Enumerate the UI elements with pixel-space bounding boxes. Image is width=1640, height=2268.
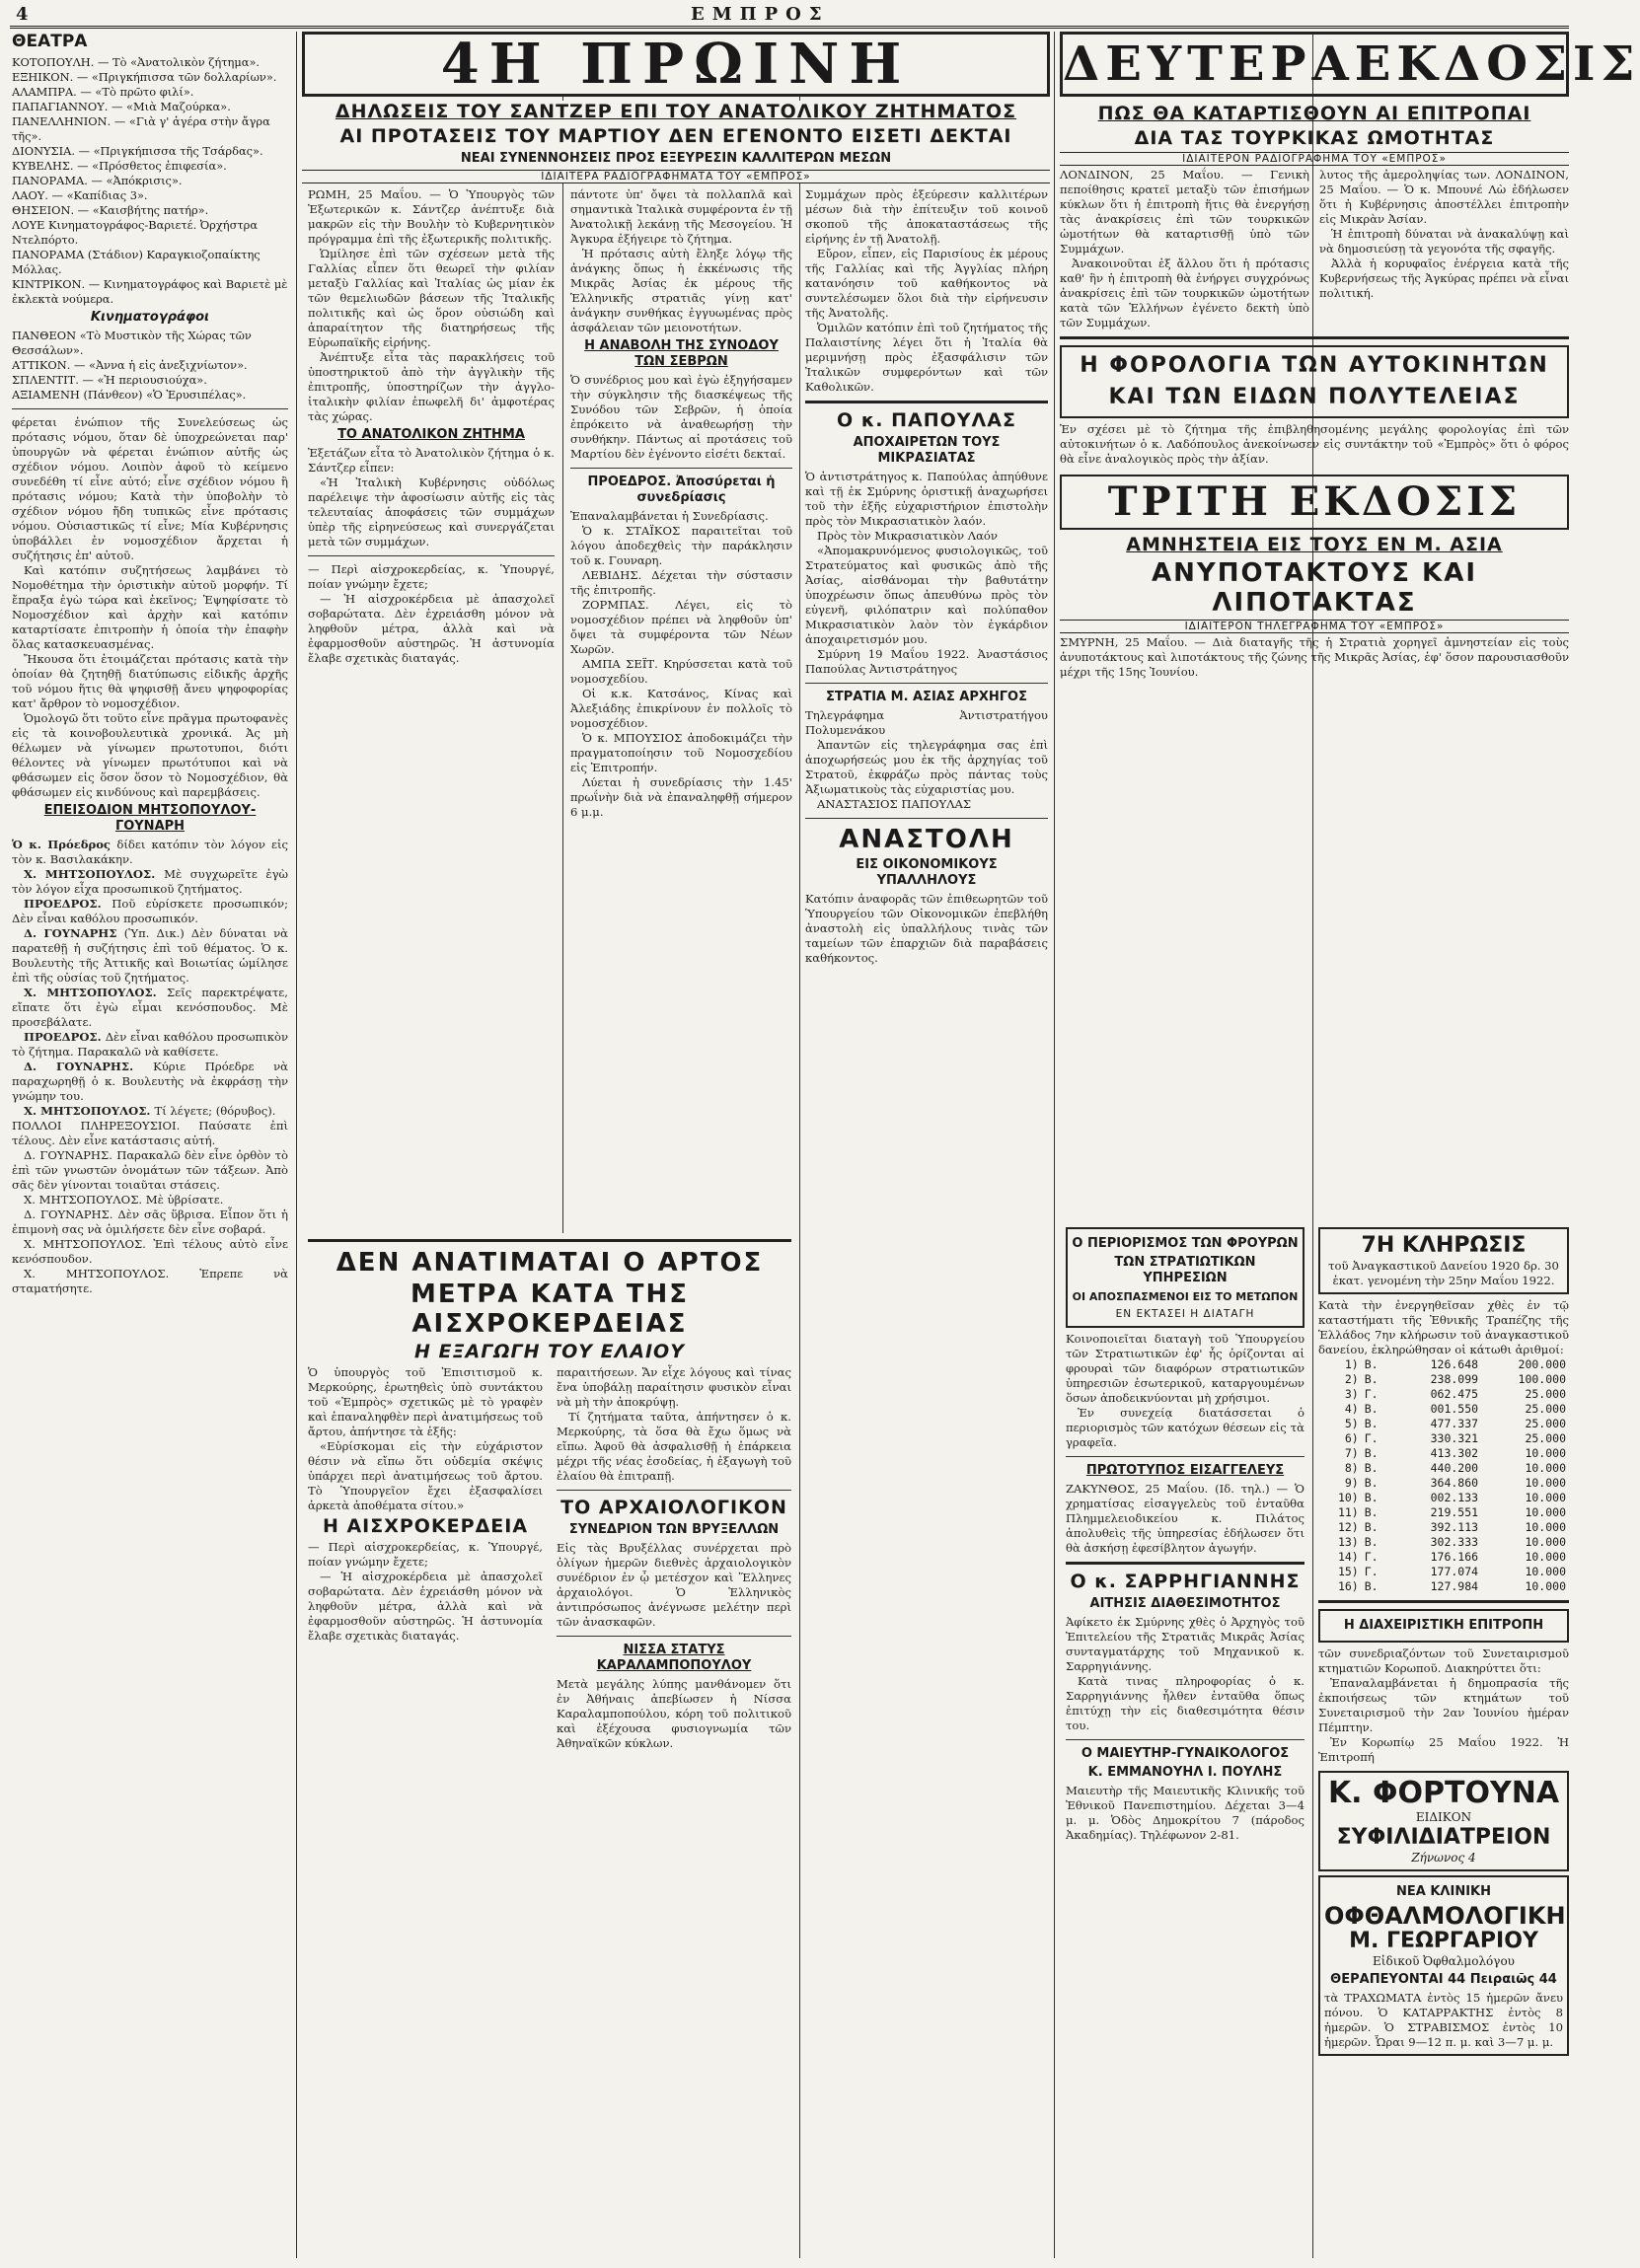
listing-item: ΔΙΟΝΥΣΙΑ. — «Πριγκήπισσα τῆς Τσάρδας». <box>12 144 263 158</box>
headline: ΣΥΝΕΔΡΙΟΝ ΤΩΝ ΒΡΥΞΕΛΛΩΝ <box>568 1522 780 1537</box>
headline: ΕΝ ΕΚΤΑΣΕΙ Η ΔΙΑΤΑΓΗ <box>1115 1308 1255 1320</box>
headline: ΑΙΤΗΣΙΣ ΔΙΑΘΕΣΙΜΟΤΗΤΟΣ <box>1089 1596 1281 1611</box>
paragraph: «Ἡ Ἰταλικὴ Κυβέρνησις οὐδόλως παρέλειψε τὴν ἀφοσίωσιν αὐτῆς εἰς τὰς τελευταίας ἀποφάσεις τῶν συμμάχων ὑπὲρ τῆς εἰρηνεύσεως καὶ συνεργάζεται μετὰ τῶν συμμάχων. <box>308 476 555 549</box>
draw-cell-number: 126.648 <box>1430 1357 1479 1371</box>
draw-cell-no: 10) <box>1337 1491 1359 1504</box>
headline: Ο κ. ΠΑΠΟΥΛΑΣ <box>837 409 1016 431</box>
paragraph: Συμμάχων πρὸς ἐξεύρεσιν καλλιτέρων μέσων διὰ τὴν ἐπίτευξιν τοῦ κοινοῦ σκοποῦ τῆς ἀποκαταστάσεως τῆς εἰρήνης ἐν τῇ Ἀνατολῇ. <box>805 187 1048 246</box>
paragraph: Ἐν σχέσει μὲ τὸ ζήτημα τῆς ἐπιβληθησομένης μεγάλης φορολογίας ἐπὶ τῶν αὐτοκινήτων ὁ κ. Λαδόπουλος ἀνεκοίνωσεν εἰς συντάκτην τοῦ «Ἐμπρὸς» ὅτι ὁ φόρος θὰ εἶνε ἀναλογικὸς πρὸς τὴν ἀξίαν. <box>1060 422 1569 466</box>
dialogue <box>308 562 555 666</box>
paragraph: Σμύρνη 19 Μαΐου 1922. Ἀναστάσιος Παπούλας Ἀντιστράτηγος <box>805 647 1048 676</box>
draw-cell-prize: 25.000 <box>1525 1402 1566 1416</box>
draw-row <box>1318 1550 1569 1565</box>
paragraph: — Ἡ αἰσχροκέρδεια μὲ ἀπασχολεῖ σοβαρώτατα. Δὲν ἐχρειάσθη μόνον νὰ ληφθοῦν μέτρα, ἀλλὰ καὶ νὰ ἐφαρμοσθοῦν αὐστηρῶς. Ἡ ἀστυνομία ἔλαβε σχετικὰς διαταγάς. <box>308 592 555 665</box>
draw-row <box>1318 1402 1569 1417</box>
draw-cell-prize: 25.000 <box>1525 1417 1566 1430</box>
article-body <box>1066 1482 1305 1556</box>
ad-doctor-name: Κ. ΦΟΡΤΟΥΝΑ <box>1327 1776 1560 1810</box>
paragraph: Ὁμιλῶν κατόπιν ἐπὶ τοῦ ζητήματος τῆς Παλαιστίνης λέγει ὅτι ἡ Ἰταλία θὰ μεριμνήσῃ πρὸς ἐξασφάλισιν τῶν Ἰταλικῶν συμφερόντων καὶ τῶν Καθολικῶν. <box>805 321 1048 394</box>
draw-cell-prize: 10.000 <box>1525 1491 1566 1504</box>
article-body <box>557 1677 791 1751</box>
speaker: ΠΡΟΕΔΡΟΣ. <box>24 1030 106 1044</box>
paragraph: ΠΟΛΛΟΙ ΠΛΗΡΕΞΟΥΣΙΟΙ. Παύσατε ἐπὶ τέλους. Δὲν εἶνε κατάστασις αὐτή. <box>12 1119 288 1147</box>
headline: ΑΜΝΗΣΤΕΙΑ ΕΙΣ ΤΟΥΣ ΕΝ Μ. ΑΣΙΑ <box>1126 534 1503 555</box>
listing-item: ΘΗΣΕΙΟΝ. — «Καισβήτης πατήρ». <box>12 203 209 217</box>
draw-row <box>1318 1461 1569 1476</box>
ad-doctor-address: Ζήνωνος 4 <box>1411 1851 1476 1865</box>
byline: ΙΔΙΑΙΤΕΡΑ ΡΑΔΙΟΓΡΑΦΗΜΑΤΑ ΤΟΥ «ΕΜΠΡΟΣ» <box>302 170 1050 183</box>
draw-cell-series: Β. <box>1364 1505 1379 1519</box>
paragraph: Καὶ κατόπιν συζητήσεως λαμβάνει τὸ Νομοθέτημα τὴν ὁριστικὴν αὐτοῦ μορφήν. Τί ἔπραξα ἐγὼ τώρα καὶ ἐκεῖνος; Ἐψηφίσατε τὸ Νομοσχέδιον καὶ ἀρχὴν καὶ κατόπιν καταρτίσατε ἐπιτροπὴν ἡ ὁποία τὴν ἐπαφὴν ὅλας κατασκευασμένας. <box>12 563 288 651</box>
headline: ΟΙ ΑΠΟΣΠΑΣΜΕΝΟΙ ΕΙΣ ΤΟ ΜΕΤΩΠΟΝ <box>1072 1290 1299 1303</box>
draw-cell-series: Γ. <box>1364 1431 1379 1445</box>
draw-cell-series: Β. <box>1364 1417 1379 1430</box>
theatre-listings <box>12 55 288 307</box>
headline: ΝΙΣΣΑ ΣΤΑΤΥΣ ΚΑΡΑΛΑΜΠΟΠΟΥΛΟΥ <box>596 1643 752 1673</box>
article-body <box>557 1365 791 1484</box>
headline: Ο ΜΑΙΕΥΤΗΡ-ΓΥΝΑΙΚΟΛΟΓΟΣ <box>1081 1746 1290 1761</box>
speaker: ΠΡΟΕΔΡΟΣ. <box>24 897 112 911</box>
draw-cell-series: Β. <box>1364 1491 1379 1504</box>
speech: δίδει κατόπιν τὸν λόγον εἰς τὸν κ. Βασιλακάκην. <box>12 838 288 866</box>
draw-cell-prize: 25.000 <box>1525 1431 1566 1445</box>
headline: ΝΕΑΙ ΣΥΝΕΝΝΟΗΣΕΙΣ ΠΡΟΣ ΕΞΕΥΡΕΣΙΝ ΚΑΛΛΙΤΕΡΩΝ ΜΕΣΩΝ <box>460 151 892 166</box>
draw-cell-series: Β. <box>1364 1476 1379 1490</box>
paragraph: Ἐξετάζων εἶτα τὸ Ἀνατολικὸν ζήτημα ὁ κ. Σάντζερ εἶπεν: <box>308 446 555 475</box>
headline: ΑΙ ΠΡΟΤΑΣΕΙΣ ΤΟΥ ΜΑΡΤΙΟΥ ΔΕΝ ΕΓΕΝΟΝΤΟ ΕΙΣΕΤΙ ΔΕΚΤΑΙ <box>339 125 1012 147</box>
paragraph: Κατὰ τινας πληροφορίας ὁ κ. Σαρρηγιάννης ἦλθεν ἐνταῦθα ὅπως ἐπιτύχῃ τὴν εἰς διαθεσιμότητα θέσιν του. <box>1066 1674 1305 1732</box>
paragraph: Δ. ΓΟΥΝΑΡΗΣ. Παρακαλῶ δὲν εἶνε ὀρθὸν τὸ ἐπὶ τῶν γνωστῶν ὀνομάτων τῶν τάξεων. Ἀπὸ σᾶς δὲν γίνονται τοιαῦται στάσεις. <box>12 1148 288 1192</box>
paragraph: — Ἡ αἰσχροκέρδεια μὲ ἀπασχολεῖ σοβαρώτατα. Δὲν ἐχρειάσθη μόνον νὰ ληφθοῦν μέτρα, ἀλλὰ καὶ νὰ ἐφαρμοσθοῦν αὐστηρῶς. Ἡ ἀστυνομία ἔλαβε σχετικὰς διαταγάς. <box>308 1570 543 1643</box>
article-body <box>1060 168 1309 330</box>
draw-cell-no: 2) <box>1344 1372 1359 1386</box>
draw-cell-no: 12) <box>1337 1520 1359 1534</box>
draw-cell-no: 14) <box>1337 1550 1359 1564</box>
draw-cell-prize: 10.000 <box>1525 1476 1566 1490</box>
paragraph: φέρεται ἐνώπιον τῆς Συνελεύσεως ὡς πρότασις νόμου, ὅταν δὲ ὑποχρεώνεται παρ' ὑπουργῶν νὰ φέρεται ἐνώπιον αὐτῆς ὡς σχέδιον νόμου. Λοιπὸν ἀφοῦ τὸ κείμενο συνεδέθη τί εἶνε αὐτό; εἶνε σχέδιον νόμου ἢ πρότασις νόμου; Κατὰ τὴν ὑποβολὴν τὸ σχέδιον νόμου ἤδη τυπικῶς εἶνε πρότασις νόμου. Οὐσιαστικῶς τί εἶνε; Μία Κυβέρνησις ὑποβάλλει ἐν νομοσχέδιον ἄρχεται ἡ συζήτησις ἐπ' αὐτοῦ. <box>12 415 288 562</box>
speaker: Δ. ΓΟΥΝΑΡΗΣ <box>24 926 124 940</box>
article-body <box>308 1365 543 1513</box>
draw-cell-prize: 10.000 <box>1525 1505 1566 1519</box>
paragraph: ΛΟΝΔΙΝΟΝ, 25 Μαΐου. — Γενικὴ πεποίθησις κρατεῖ μεταξὺ τῶν ἐπισήμων κύκλων ὅτι ἡ ἐπιτροπὴ ἥτις θὰ ἐνεργήσῃ τὰς ἀνακρίσεις ἐπὶ τῶν τουρκικῶν ὠμοτήτων θὰ καταρτισθῇ ὑπὸ τῶν Συμμάχων. <box>1060 168 1309 256</box>
byline: ΙΔΙΑΙΤΕΡΟΝ ΡΑΔΙΟΓΡΑΦΗΜΑ ΤΟΥ «ΕΜΠΡΟΣ» <box>1060 152 1569 166</box>
paragraph: «Ἀπομακρυνόμενος φυσιολογικῶς, τοῦ Στρατεύματος καὶ φυσικῶς ἀπὸ τῆς Ἀσίας, αἰσθάνομαι τὴν βαθυτάτην ὑποχρέωσιν ὅπως ἀπευθύνω πρὸς τὸν εὐγενῆ, φιλόπατριν καὶ πολύπαθον Μικρασιατικὸν λαὸν τὸν ἐγκάρδιον ἀποχαιρετισμόν μου. <box>805 544 1048 646</box>
listing-item: ΠΑΝΟΡΑΜΑ (Στάδιον) Καραγκιοζοπαίκτης Μόλλας. <box>12 248 261 276</box>
ad-clinic-sub: Εἰδικοῦ Ὀφθαλμολόγου <box>1373 1954 1515 1968</box>
draw-cell-no: 9) <box>1344 1476 1359 1490</box>
draw-cell-number: 062.475 <box>1430 1387 1479 1401</box>
paragraph: Ἡ πρότασις αὐτὴ ἔληξε λόγῳ τῆς ἀνάγκης ὅπως ἡ ἐκκένωσις τῆς Μικρᾶς Ἀσίας ἐκ μέρους τῆς Ἑλληνικῆς στρατιᾶς γίνῃ κατ' ἀνάγκην συνθήκας ἐγγυωμένας πρὸς ἀσφάλειαν τῶν μειονοτήτων. <box>570 247 792 334</box>
paragraph: Χ. ΜΗΤΣΟΠΟΥΛΟΣ. Ἐπρεπε νὰ σταματήσητε. <box>12 1267 288 1295</box>
draw-cell-number: 302.333 <box>1430 1535 1479 1549</box>
headline: ΚΑΙ ΤΩΝ ΕΙΔΩΝ ΠΟΛΥΤΕΛΕΙΑΣ <box>1108 385 1521 409</box>
draw-cell-prize: 100.000 <box>1518 1372 1566 1386</box>
draw-cell-number: 001.550 <box>1430 1402 1479 1416</box>
dialogue-line <box>12 838 288 867</box>
draw-cell-number: 364.860 <box>1430 1476 1479 1490</box>
draw-row <box>1318 1417 1569 1431</box>
paragraph: ΖΑΚΥΝΘΟΣ, 25 Μαΐου. (Ιδ. τηλ.) — Ὁ χρηματίσας εἰσαγγελεὺς τοῦ ἐνταῦθα Πλημμελειοδικείου κ. Πιλάτος ἀπολυθεὶς τῆς ὑπηρεσίας ἐδήλωσεν ὅτι θὰ ἀσκήσῃ ἐφεσίβλητον ἀγωγήν. <box>1066 1482 1305 1555</box>
paragraph: Τί ζητήματα ταῦτα, ἀπήντησεν ὁ κ. Μερκούρης, τὰ ὅσα θὰ ἔχω ὅμως νὰ εἴπω. Ἀφοῦ θὰ ἀσφαλισθῇ ἡ ἐπάρκεια μέχρι τῆς νέας ἐσοδείας, ἡ ἐξαγωγὴ τοῦ ἐλαίου θὰ ἐπιτραπῇ. <box>557 1410 791 1483</box>
draw-cell-prize: 10.000 <box>1525 1550 1566 1564</box>
listing-item: ΠΑΝΘΕΟΝ «Τὸ Μυστικὸν τῆς Χώρας τῶν Θεσσάλων». <box>12 329 252 357</box>
listing-item: ΠΑΠΑΓΙΑΝΝΟΥ. — «Μιὰ Μαζούρκα». <box>12 100 231 113</box>
draw-cell-series: Β. <box>1364 1446 1379 1460</box>
draw-cell-number: 219.551 <box>1430 1505 1479 1519</box>
draw-cell-series: Β. <box>1364 1357 1379 1371</box>
paragraph: Μαιευτὴρ τῆς Μαιευτικῆς Κλινικῆς τοῦ Ἐθνικοῦ Πανεπιστημίου. Δέχεται 3—4 μ. μ. Ὁδὸς Δημοκρίτου 7 (πάροδος Ἀκαδημίας). Τηλέφωνον 2-81. <box>1066 1784 1305 1842</box>
draw-row <box>1318 1431 1569 1446</box>
paragraph: — Περὶ αἰσχροκερδείας, κ. Ὑπουργέ, ποίαν γνώμην ἔχετε; <box>308 562 555 591</box>
draw-cell-no: 4) <box>1344 1402 1359 1416</box>
subhead: Η ΑΙΣΧΡΟΚΕΡΔΕΙΑ <box>322 1515 529 1537</box>
draw-cell-series: Γ. <box>1364 1565 1379 1578</box>
draw-cell-number: 440.200 <box>1430 1461 1479 1475</box>
headline: Η ΦΟΡΟΛΟΓΙΑ ΤΩΝ ΑΥΤΟΚΙΝΗΤΩΝ <box>1080 353 1549 378</box>
masthead <box>10 4 1569 29</box>
draw-cell-number: 002.133 <box>1430 1491 1479 1504</box>
headline: Κ. ΕΜΜΑΝΟΥΗΛ Ι. ΠΟΥΛΗΣ <box>1087 1765 1283 1780</box>
paper-name: ΕΜΠΡΟΣ <box>691 4 830 25</box>
draw-row <box>1318 1535 1569 1550</box>
draw-row <box>1318 1491 1569 1505</box>
speech: Δὲν εἶναι καθόλου προσωπικὸν τὸ ζήτημα. Παρακαλῶ νὰ καθίσετε. <box>12 1030 288 1059</box>
paragraph: — Περὶ αἰσχροκερδείας, κ. Ὑπουργέ, ποίαν γνώμην ἔχετε; <box>308 1540 543 1569</box>
speaker: Ὁ κ. Πρόεδρος <box>12 838 117 851</box>
speech: Κύριε Πρόεδρε νὰ παραχωρηθῇ ὁ κ. Βουλευτὴς νὰ ἐκφράσῃ τὴν γνώμην του. <box>12 1060 288 1103</box>
paragraph: Οἱ κ.κ. Κατσάνος, Κίνας καὶ Ἀλεξιάδης ἐπικρίνουν ἐν πολλοῖς τὸ νομοσχέδιον. <box>570 687 792 730</box>
headline: ΠΩΣ ΘΑ ΚΑΤΑΡΤΙΣΘΟΥΝ ΑΙ ΕΠΙΤΡΟΠΑΙ <box>1097 103 1531 124</box>
paragraph: Τηλεγράφημα Ἀντιστρατήγου Πολυμενάκου <box>805 708 1048 737</box>
draw-cell-prize: 10.000 <box>1525 1535 1566 1549</box>
article-body <box>557 1541 791 1630</box>
paragraph: Χ. ΜΗΤΣΟΠΟΥΛΟΣ. Μὲ ὑβρίσατε. <box>24 1193 224 1207</box>
draw-cell-no: 7) <box>1344 1446 1359 1460</box>
article-body <box>308 446 555 549</box>
paragraph: Ἡ ἐπιτροπὴ δύναται νὰ ἀνακαλύψῃ καὶ νὰ δημοσιεύσῃ τὰ γεγονότα τῆς σφαγῆς. <box>1319 227 1569 256</box>
speech: (Ὑπ. Δικ.) Δὲν δύναται νὰ παρατεθῇ ἡ συζήτησις ἐπὶ τοῦ θέματος. Ὁ κ. Βουλευτὴς τῆς Ἀττικῆς καὶ Βοιωτίας ὡμίλησε ἐπὶ τῆς οὐσίας τοῦ ζητήματος. <box>12 926 288 985</box>
article-body <box>12 415 288 800</box>
headline: ΤΩΝ ΣΤΡΑΤΙΩΤΙΚΩΝ ΥΠΗΡΕΣΙΩΝ <box>1114 1255 1256 1285</box>
paragraph: ΡΩΜΗ, 25 Μαΐου. — Ὁ Ὑπουργὸς τῶν Ἐξωτερικῶν κ. Σάντζερ ἀνέπτυξε διὰ μακρῶν εἰς τὴν Βουλὴν τὸ Κυβερνητικὸν πρόγραμμα ἐπὶ τῆς ἐξωτερικῆς πολιτικῆς. <box>308 187 555 246</box>
headline: ΑΠΟΧΑΙΡΕΤΩΝ ΤΟΥΣ ΜΙΚΡΑΣΙΑΤΑΣ <box>853 435 1001 466</box>
article-body <box>1066 1784 1305 1843</box>
draw-row <box>1318 1476 1569 1491</box>
draw-cell-series: Β. <box>1364 1372 1379 1386</box>
paragraph: Ἐν συνεχείᾳ διατάσσεται ὁ περιορισμὸς τῶν κατόχων θέσεων εἰς τὰ γραφεῖα. <box>1066 1406 1305 1449</box>
paragraph: Χ. ΜΗΤΣΟΠΟΥΛΟΣ. Ἐπὶ τέλους αὐτὸ εἶνε κενόσπουδον. <box>12 1237 288 1266</box>
paragraph: Κατόπιν ἀναφορᾶς τῶν ἐπιθεωρητῶν τοῦ Ὑπουργείου τῶν Οἰκονομικῶν ἐπεβλήθη ἀναστολὴ εἰς ὑπαλλήλους τινὰς τῶν ταμείων τῶν ἐπαρχιῶν διὰ παραβάσεις καθήκοντος. <box>805 892 1048 965</box>
draw-cell-number: 127.984 <box>1430 1579 1479 1593</box>
headline: ΣΤΡΑΤΙΑ Μ. ΑΣΙΑΣ ΑΡΧΗΓΟΣ <box>826 690 1027 704</box>
draw-cell-number: 177.074 <box>1430 1565 1479 1578</box>
draw-row <box>1318 1357 1569 1372</box>
paragraph: Δ. ΓΟΥΝΑΡΗΣ. Δὲν σᾶς ὕβρισα. Εἶπον ὅτι ἡ ἐπιμονὴ σας νὰ ὁμιλήσετε δὲν εἶνε σοβαρά. <box>12 1207 288 1236</box>
draw-cell-no: 15) <box>1337 1565 1359 1578</box>
draw-cell-no: 16) <box>1337 1579 1359 1593</box>
draw-cell-number: 477.337 <box>1430 1417 1479 1430</box>
draw-cell-no: 8) <box>1344 1461 1359 1475</box>
draw-intro: Κατὰ τὴν ἐνεργηθεῖσαν χθὲς ἐν τῷ καταστήματι τῆς Ἐθνικῆς Τραπέζης τῆς Ἑλλάδος 7ην κλήρωσιν τοῦ ἀναγκαστικοῦ δανείου, ἐκληρώθησαν οἱ κάτωθι ἀριθμοί: <box>1318 1298 1569 1356</box>
headline: ΔΗΛΩΣΕΙΣ ΤΟΥ ΣΑΝΤΖΕΡ ΕΠΙ ΤΟΥ ΑΝΑΤΟΛΙΚΟΥ ΖΗΤΗΜΑΤΟΣ <box>335 101 1017 122</box>
draw-cell-no: 3) <box>1344 1387 1359 1401</box>
listing-item: ΠΑΝΕΛΛΗΝΙΟΝ. — «Γιὰ γ' ἀγέρα στὴν ἄγρα τῆς». <box>12 114 270 143</box>
draw-cell-series: Γ. <box>1364 1550 1379 1564</box>
headline: ΑΝΥΠΟΤΑΚΤΟΥΣ ΚΑΙ ΛΙΠΟΤΑΚΤΑΣ <box>1152 558 1477 618</box>
paragraph: Ἀνακοινοῦται ἐξ ἄλλου ὅτι ἡ πρότασις καθ' ἣν ἡ ἐπιτροπὴ θὰ ἐνήργει συγχρόνως ἀνακρίσεις ἐπὶ τῶν τουρκικῶν ὠμοτήτων κατὰ τῶν Ἑλλήνων ἐγένετο δεκτὴ ὑπὸ τῶν Συμμάχων. <box>1060 256 1309 329</box>
speech: Μὲ συγχωρεῖτε ἐγὼ τὸν λόγον εἶχα προσωπικοῦ ζητήματος. <box>12 867 288 896</box>
draw-cell-prize: 10.000 <box>1525 1520 1566 1534</box>
paragraph: τῶν συνεδριαζόντων τοῦ Συνεταιρισμοῦ κτηματιῶν Κορωποῦ. Διακηρύττει ὅτι: <box>1318 1646 1569 1675</box>
article-body <box>1060 635 1569 680</box>
headline: Ο ΠΕΡΙΟΡΙΣΜΟΣ ΤΩΝ ΦΡΟΥΡΩΝ <box>1072 1236 1299 1251</box>
draw-cell-series: Γ. <box>1364 1387 1379 1401</box>
listing-item: ΚΥΒΕΛΗΣ. — «Πρόσθετος ἐπιφεσία». <box>12 159 227 173</box>
article-body <box>805 708 1048 812</box>
headline: ΤΟ ΑΡΧΑΙΟΛΟΓΙΚΟΝ <box>560 1497 787 1518</box>
article-body <box>570 187 792 335</box>
draw-row <box>1318 1446 1569 1461</box>
paragraph: Ὁ συνέδριος μου καὶ ἐγὼ ἐξηγήσαμεν τὴν σύγκλησιν τῆς διασκέψεως τῆς Συνόδου τῶν Σεβρῶν, ἡ ὁποία ἐπρόκειτο νὰ ἀναθεωρήσῃ τὴν συνθήκην. Πάντως αἱ προτάσεις τοῦ Μαρτίου δὲν ἐγένοντο εἰσέτι δεκταί. <box>570 373 792 461</box>
draw-cell-prize: 10.000 <box>1525 1461 1566 1475</box>
paragraph: πάντοτε ὑπ' ὄψει τὰ πολλαπλᾶ καὶ σημαντικὰ Ἰταλικὰ συμφέροντα ἐν τῇ Ἀνατολικῇ λεκάνῃ τῆς Μεσογείου. Ἡ Ἀγκυρα ἐξήγειρε τὸ ζήτημα. <box>570 187 792 246</box>
draw-cell-series: Β. <box>1364 1579 1379 1593</box>
speaker: Δ. ΓΟΥΝΑΡΗΣ. <box>24 1060 154 1073</box>
draw-row <box>1318 1372 1569 1387</box>
headline: ΕΙΣ ΟΙΚΟΝΟΜΙΚΟΥΣ ΥΠΑΛΛΗΛΟΥΣ <box>856 857 998 888</box>
draw-cell-no: 5) <box>1344 1417 1359 1430</box>
article-body <box>805 187 1048 395</box>
speech: Σεῖς παρεκτρέψατε, εἴπατε ὅτι ἐγὼ εἶμαι κενόσπουδος. Μὲ προσεβάλατε. <box>12 986 288 1029</box>
column-theatres <box>12 32 288 2258</box>
draw-cell-no: 11) <box>1337 1505 1359 1519</box>
listing-item: ΛΟΥΕ Κινηματογράφος-Βαριετέ. Ὀρχήστρα Ντελπόρτο. <box>12 218 259 247</box>
draw-cell-no: 1) <box>1344 1357 1359 1371</box>
dialogue-line <box>12 926 288 986</box>
subhead: Η ΑΝΑΒΟΛΗ ΤΗΣ ΣΥΝΟΔΟΥ ΤΩΝ ΣΕΒΡΩΝ <box>584 338 779 369</box>
headline: ΠΡΩΤΟΤΥΠΟΣ ΕΙΣΑΓΓΕΛΕΥΣ <box>1085 1463 1285 1478</box>
listing-item: ΑΤΤΙΚΟΝ. — «Ἀννα ἡ εἰς ἀνεξιχνίωτον». <box>12 358 248 372</box>
headline: ΑΝΑΣΤΟΛΗ <box>839 825 1014 854</box>
speech: Ποῦ εὑρίσκετε προσωπικόν; Δὲν εἶναι καθόλου προσωπικόν. <box>12 897 288 925</box>
paragraph: «Εὑρίσκομαι εἰς τὴν εὐχάριστον θέσιν νὰ εἴπω ὅτι οὐδεμία σκέψις ὑπάρχει περὶ ἀνατιμήσεως τοῦ ἄρτου. Τὸ Ὑπουργεῖον ἔχει ἐξασφαλίσει ἀρκετὰ ἀποθέματα σίτου.» <box>308 1439 543 1512</box>
draw-cell-series: Β. <box>1364 1402 1379 1416</box>
dialogue-line <box>12 986 288 1030</box>
paragraph: Ὁ ὑπουργὸς τοῦ Ἐπισιτισμοῦ κ. Μερκούρης, ἐρωτηθεὶς ὑπὸ συντάκτου τοῦ «Ἐμπρὸς» σχετικῶς μὲ τὸ γραφὲν καὶ ἐπαναληφθὲν περὶ ἀνατιμήσεως τοῦ ἄρτου, ἀπήντησε τὰ ἑξῆς: <box>308 1365 543 1438</box>
headline: ΔΕΝ ΑΝΑΤΙΜΑΤΑΙ Ο ΑΡΤΟΣ <box>335 1248 764 1278</box>
listing-item: ΠΑΝΟΡΑΜΑ. — «Ἀπόκρισις». <box>12 174 183 187</box>
bread-article <box>308 1233 791 2258</box>
draw-cell-series: Β. <box>1364 1520 1379 1534</box>
cinema-title: Κινηματογράφοι <box>90 310 210 325</box>
paragraph: Εἰς τὰς Βρυξέλλας συνέρχεται πρὸ ὀλίγων ἡμερῶν διεθνὲς ἀρχαιολογικὸν συνέδριον ἐν ᾧ μετέσχον καὶ Ἕλληνες ἀρχαιολόγοι. Ὁ Ἑλληνικὸς ἀντιπρόσωπος ἀνέγνωσε μελέτην περὶ τῶν ἀνασκαφῶν. <box>557 1541 791 1629</box>
draw-cell-prize: 25.000 <box>1525 1387 1566 1401</box>
paragraph: Λύεται ἡ συνεδρίασις τὴν 1.45' πρωΐνὴν διὰ νὰ ἐπαναληφθῇ σήμερον 6 μ.μ. <box>570 775 792 819</box>
paragraph: ΛΕΒΙΔΗΣ. Δέχεται τὴν σύστασιν τῆς ἐπιτροπῆς. <box>570 568 792 597</box>
paragraph: Ἀπαντῶν εἰς τηλεγράφημα σας ἐπὶ ἀποχωρήσεώς μου ἐκ τῆς ἀρχηγίας τοῦ Στρατοῦ, ἐκφράζω πρὸς πάντας τοὺς Ἀξιωματικοὺς τὰς εὐχαριστίας μου. <box>805 738 1048 796</box>
article-body <box>805 892 1048 966</box>
article-body <box>1060 422 1569 467</box>
headline: ΜΕΤΡΑ ΚΑΤΑ ΤΗΣ ΑΙΣΧΡΟΚΕΡΔΕΙΑΣ <box>410 1280 690 1339</box>
draw-cell-number: 413.302 <box>1430 1446 1479 1460</box>
speaker: Χ. ΜΗΤΣΟΠΟΥΛΟΣ. <box>24 867 165 881</box>
listing-item: ΣΠΛΕΝΤΙΤ. — «Ἡ περιουσιούχα». <box>12 373 207 387</box>
article-body <box>570 373 792 462</box>
section-title: ΘΕΑΤΡΑ <box>12 32 88 51</box>
article-body <box>1066 1332 1305 1450</box>
dialogue <box>570 509 792 820</box>
headline: Ο κ. ΣΑΡΡΗΓΙΑΝΝΗΣ <box>1070 1571 1301 1592</box>
ad-clinic-text: τὰ ΤΡΑΧΩΜΑΤΑ ἐντὸς 15 ἡμερῶν ἄνευ πόνου. Ὁ ΚΑΤΑΡΡΑΚΤΗΣ ἐντὸς 8 ἡμερῶν. Ὁ ΣΤΡΑΒΙΣΜΟΣ ἐντὸς 10 ἡμερῶν. Ὧραι 9—12 π. μ. καὶ 3—7 μ. μ. <box>1324 1991 1563 2049</box>
ad-clinic-title: ΟΦΘΑΛΜΟΛΟΓΙΚΗ <box>1324 1902 1566 1930</box>
dialogue-line <box>12 1060 288 1104</box>
subhead: ΠΡΟΕΔΡΟΣ. Ἀποσύρεται ἡ συνεδρίασις <box>587 475 776 505</box>
draw-cell-no: 6) <box>1344 1431 1359 1445</box>
subhead: ΕΠΕΙΣΟΔΙΟΝ ΜΗΤΣΟΠΟΥΛΟΥ-ΓΟΥΝΑΡΗ <box>43 803 257 834</box>
paragraph: Πρὸς τὸν Μικρασιατικὸν Λαόν <box>817 529 998 543</box>
ad-clinic-address: ΘΕΡΑΠΕΥΟΝΤΑΙ 44 Πειραιῶς 44 <box>1330 1972 1557 1987</box>
draw-cell-number: 392.113 <box>1430 1520 1479 1534</box>
speaker: Χ. ΜΗΤΣΟΠΟΥΛΟΣ. <box>24 986 168 999</box>
listing-item: ΕΞΗΙΚΟΝ. — «Πριγκήπισσα τῶν δολλαρίων». <box>12 70 277 84</box>
article-body <box>308 1540 543 1644</box>
paragraph: Ὁμολογῶ ὅτι τοῦτο εἶνε πρᾶγμα πρωτοφανὲς εἰς τὰ κοινοβουλευτικὰ χρονικά. Ἀς μὴ θέλωμεν νὰ γίνωμεν πρωτοτυποι, διότι θέλοντες νὰ γίνωμεν πρωτότυποι καὶ νὰ φθάσωμεν εἰς ὅσον ὅσον τὸ Νομοσχέδιον, θὰ φθάσωμεν εἰς κινδύνους καὶ παρεμβάσεις. <box>12 711 288 799</box>
draw-title: 7Η ΚΛΗΡΩΣΙΣ <box>1361 1233 1527 1258</box>
draw-cell-prize: 10.000 <box>1525 1579 1566 1593</box>
listing-item: ΑΞΙΑΜΕΝΗ (Πάνθεον) «Ὁ Ἐρυσιπέλας». <box>12 388 247 402</box>
paragraph: Κοινοποιεῖται διαταγὴ τοῦ Ὑπουργείου τῶν Στρατιωτικῶν ἐφ' ἧς ὁρίζονται αἱ φρουραὶ τῶν διαφόρων στρατιωτικῶν ὑπηρεσιῶν ἐσωτερικοῦ, καταργουμένων ὅσων ἀποδεικνύονται μὴ χρήσιμοι. <box>1066 1332 1305 1405</box>
byline: ΙΔΙΑΙΤΕΡΟΝ ΤΗΛΕΓΡΑΦΗΜΑ ΤΟΥ «ΕΜΠΡΟΣ» <box>1060 620 1569 633</box>
right-col-b <box>1318 1223 1569 2258</box>
dialogue-line <box>12 897 288 926</box>
paragraph: Ὁ ἀντιστράτηγος κ. Παπούλας ἀπηύθυνε καὶ τῇ ἐκ Σμύρνης ὁριστικῇ ἀναχωρήσει τοῦ τὴν ἑξῆς εὐχαριστήριον ἐπιστολὴν πρὸς τὸν Μικρασιατικὸν λαόν. <box>805 470 1048 528</box>
paragraph: ΑΜΠΑ ΣΕΪΤ. Κηρύσσεται κατὰ τοῦ νομοσχεδίου. <box>570 657 792 686</box>
draw-cell-prize: 10.000 <box>1525 1565 1566 1578</box>
draw-table <box>1318 1357 1569 1594</box>
article-body <box>1319 168 1569 330</box>
paragraph: παραιτήσεων. Ἄν εἶχε λόγους καὶ τίνας ἔνα ὑποβάλῃ παραίτησιν φυσικὸν εἶναι νὰ μὴ τὴν ἀποκρύψῃ. <box>557 1365 791 1409</box>
draw-row <box>1318 1579 1569 1594</box>
draw-cell-number: 176.166 <box>1430 1550 1479 1564</box>
dialogue-line <box>12 867 288 897</box>
paragraph: Εὔρον, εἶπεν, εἰς Παρισίους ἐκ μέρους τῆς Γαλλίας καὶ τῆς Ἀγγλίας πλήρη κατανόησιν τοῦ καθήκοντος νὰ συντελέσωμεν ὅλοι διὰ τὴν εἰρήνευσιν τῆς Ἀνατολῆς. <box>805 247 1048 320</box>
listing-item: ΚΟΤΟΠΟΥΛΗ. — Τὸ «Ἀνατολικὸν ζήτημα». <box>12 55 261 69</box>
article-body <box>805 470 1048 677</box>
paragraph: Ἤκουσα ὅτι ἐτοιμάζεται πρότασις κατὰ τὴν ὁποίαν θὰ ζητηθῇ διατύπωσις εἰδικῆς ἀρχῆς τοῦ νόμου ἥτις θὰ ψηφισθῇ ἄνευ ψηφοφορίας κατ' ἄρθρον τὸ νομοσχέδιον. <box>12 652 288 710</box>
draw-cell-prize: 10.000 <box>1525 1446 1566 1460</box>
draw-row <box>1318 1565 1569 1579</box>
paragraph: Ἐπαναλαμβάνεται ἡ δημοπρασία τῆς ἐκποιήσεως τῶν κτημάτων τοῦ Συνεταιρισμοῦ τὴν 2αν Ἰουνίου ἡμέραν Πέμπτην. <box>1318 1676 1569 1734</box>
dialogue <box>12 838 288 1119</box>
speech: Τί λέγετε; (θόρυβος). <box>154 1104 276 1118</box>
paragraph: Ἀλλὰ ἡ κορυφαῖος ἐνέργεια κατὰ τῆς Κυβερνήσεως τῆς Ἀγκύρας πρέπει νὰ εἶναι πολιτική. <box>1319 256 1569 300</box>
dialogue-line <box>12 1030 288 1060</box>
draw-cell-number: 238.099 <box>1430 1372 1479 1386</box>
column-rule <box>1054 32 1055 2258</box>
headline: ΔΙΑ ΤΑΣ ΤΟΥΡΚΙΚΑΣ ΩΜΟΤΗΤΑΣ <box>1134 127 1495 149</box>
ad-clinic-name: Μ. ΓΕΩΡΓΑΡΙΟΥ <box>1349 1929 1538 1953</box>
column-rule <box>296 32 297 2258</box>
paragraph: Μετὰ μεγάλης λύπης μανθάνομεν ὅτι ἐν Ἀθήναις ἀπεβίωσεν ἡ Νίσσα Καραλαμποπούλου, κόρη τοῦ πολιτικοῦ καὶ ἐξέχουσα φυσιογνωμία τῶν Ἀθηναϊκῶν κύκλων. <box>557 1677 791 1750</box>
headline: Η ΕΞΑΓΩΓΗ ΤΟΥ ΕΛΑΙΟΥ <box>414 1341 685 1362</box>
paragraph: Ὡμίλησε ἐπὶ τῶν σχέσεων μετὰ τῆς Γαλλίας εἶπεν ὅτι θεωρεῖ τὴν φιλίαν μεταξὺ Γαλλίας καὶ Ἰταλίας ὡς μίαν ἐκ τῶν θεμελιωδῶν βάσεων τῆς Ἰταλικῆς πολιτικῆς καὶ ὡς ὅρον οὐσιώδη καὶ ἀπαραίτητον τῆς διατηρήσεως τῆς Εὐρωπαϊκῆς εἰρήνης. <box>308 247 555 349</box>
draw-cell-prize: 200.000 <box>1518 1357 1566 1371</box>
banner-second-edition: ΔΕΥΤΕΡΑΕΚΔΟΣΙΣ <box>1063 37 1640 92</box>
draw-cell-number: 330.321 <box>1430 1431 1479 1445</box>
article-body <box>1318 1646 1569 1765</box>
headline: Η ΔΙΑΧΕΙΡΙΣΤΙΚΗ ΕΠΙΤΡΟΠΗ <box>1343 1618 1544 1633</box>
banner-morning: 4Η ΠΡΩΙΝΗ <box>440 32 912 97</box>
paragraph: Ἐν Κορωπίῳ 25 Μαΐου 1922. Ἡ Ἐπιτροπή <box>1318 1735 1569 1764</box>
dialogue-line <box>12 1104 288 1119</box>
paragraph: Ἀνέπτυξε εἶτα τὰς παρακλήσεις τοῦ ὑποστηρικτοῦ ἀπὸ τὴν ἀγγλικὴν τῆς ἐπιτροπῆς, ὑποστηρίζων τὴν ἀγγλο-ἰταλικὴν φιλίαν ἐπωφελῆ δι' ἀμφοτέρας τὰς χώρας. <box>308 350 555 423</box>
banner-third-edition: ΤΡΙΤΗ ΕΚΔΟΣΙΣ <box>1107 478 1522 525</box>
paragraph: ΣΜΥΡΝΗ, 25 Μαΐου. — Διὰ διαταγῆς τῆς ἡ Στρατιὰ χορηγεῖ ἀμνηστείαν εἰς τοὺς ἀνυποτάκτους καὶ λιποτάκτους τῆς ζώνης τῆς Μικρᾶς Ἀσίας, ἐφ' ὅσον παρουσιασθοῦν μέχρι τῆς 15ης Ἰουνίου. <box>1060 635 1569 679</box>
paragraph: Ἐπαναλαμβάνεται ἡ Συνεδρίασις. <box>570 509 769 523</box>
draw-row <box>1318 1520 1569 1535</box>
article-body <box>12 1119 288 1296</box>
ad-doctor-specialty: ΣΥΦΙΛΙΔΙΑΤΡΕΙΟΝ <box>1336 1825 1551 1850</box>
page-number: 4 <box>16 4 29 25</box>
article-body <box>308 187 555 424</box>
listing-item: ΛΑΟΥ. — «Καπίδιας 3». <box>12 188 148 202</box>
draw-row <box>1318 1505 1569 1520</box>
paragraph: ΑΝΑΣΤΑΣΙΟΣ ΠΑΠΟΥΛΑΣ <box>817 797 972 811</box>
draw-cell-no: 13) <box>1337 1535 1359 1549</box>
cinema-listings <box>12 329 288 402</box>
subhead: ΤΟ ΑΝΑΤΟΛΙΚΟΝ ΖΗΤΗΜΑ <box>337 427 525 442</box>
draw-cell-series: Β. <box>1364 1461 1379 1475</box>
listing-item: ΚΙΝΤΡΙΚΟΝ. — Κινηματογράφος καὶ Βαριετὲ μὲ ἐκλεκτὰ νούμερα. <box>12 277 288 306</box>
article-body <box>1066 1615 1305 1733</box>
center-col-c <box>805 187 1048 2258</box>
draw-subtitle: τοῦ Ἀναγκαστικοῦ Δανείου 1920 δρ. 30 ἑκατ. γενομένη τὴν 25ην Μαΐου 1922. <box>1328 1259 1559 1287</box>
draw-row <box>1318 1387 1569 1402</box>
listing-item: ΑΛΑΜΠΡΑ. — «Τὸ πρῶτο φιλί». <box>12 85 194 99</box>
draw-cell-series: Β. <box>1364 1535 1379 1549</box>
paragraph: Ὁ κ. ΜΠΟΥΣΙΟΣ ἀποδοκιμάζει τὴν πραγματοποίησιν τοῦ Νομοσχεδίου εἰς Ἐπιτροπήν. <box>570 731 792 774</box>
right-col-a <box>1066 1223 1305 2258</box>
ad-doctor-sub: ΕΙΔΙΚΟΝ <box>1415 1810 1472 1824</box>
paragraph: λυτος τῆς ἀμεροληψίας των. ΛΟΝΔΙΝΟΝ, 25 Μαΐου. — Ὁ κ. Μπουνέ Λὼ ἐδήλωσεν ὅτι ἡ Κυβέρνησις ἀποστέλλει ἐπιτροπὴν εἰς Μικρὰν Ἀσίαν. <box>1319 168 1569 226</box>
paragraph: Ἀφίκετο ἐκ Σμύρνης χθὲς ὁ Ἀρχηγὸς τοῦ Ἐπιτελείου τῆς Στρατιᾶς Μικρᾶς Ἀσίας συνταγματάρχης τοῦ Μηχανικοῦ κ. Σαρρηγιάννης. <box>1066 1615 1305 1673</box>
speaker: Χ. ΜΗΤΣΟΠΟΥΛΟΣ. <box>24 1104 155 1118</box>
paragraph: Ὁ κ. ΣΤΑΪΚΟΣ παραιτεῖται τοῦ λόγου ἀποδεχθεὶς τὴν παράκλησιν τοῦ κ. Γουναρη. <box>570 524 792 567</box>
paragraph: ΖΟΡΜΠΑΣ. Λέγει, εἰς τὸ νομοσχέδιον πρέπει νὰ ληφθοῦν ὑπ' ὄψει τὰ συμφέροντα τῶν Νέων Χωρῶν. <box>570 598 792 656</box>
ad-clinic-small: ΝΕΑ ΚΛΙΝΙΚΗ <box>1396 1884 1491 1899</box>
